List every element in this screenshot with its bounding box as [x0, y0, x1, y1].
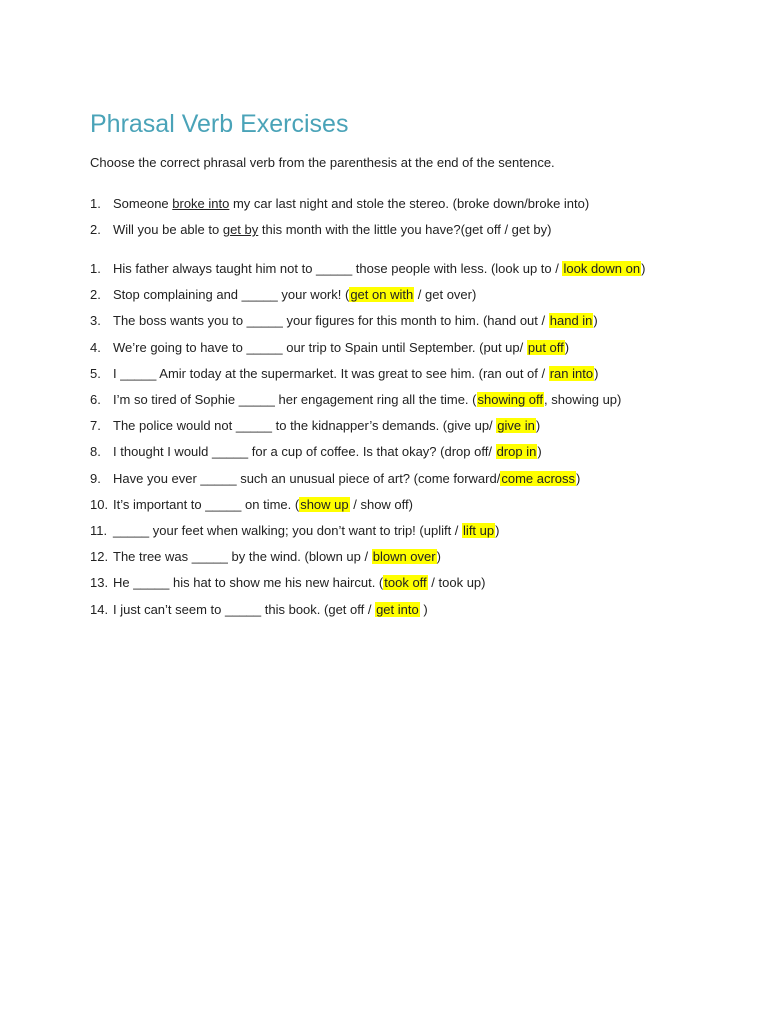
item-number: 11.: [90, 523, 108, 538]
example-item: [90, 220, 551, 240]
exercise-item: [90, 311, 598, 331]
sentence-text: / took up): [427, 575, 486, 591]
sentence-text: my car last night and stole the stereo. (broke down/broke into): [229, 196, 590, 211]
exercise-item: [90, 573, 485, 593]
item-number: 6.: [90, 392, 101, 407]
highlighted-answer: give in: [497, 418, 535, 434]
exercise-item: [90, 338, 569, 358]
sentence-text: , showing up): [544, 392, 622, 407]
sentence-text: ): [419, 601, 428, 617]
sentence-text: I thought I would _____ for a cup of coffee. Is that okay? (drop off/: [113, 444, 496, 460]
sentence-text: ): [436, 549, 441, 565]
item-number: 14.: [90, 601, 109, 617]
underlined-answer: get by: [222, 222, 259, 237]
item-number: 9.: [90, 470, 101, 486]
sentence-text: His father always taught him not to _____ those people with less. (look up to /: [113, 261, 563, 276]
underlined-answer: broke into: [172, 196, 230, 211]
highlighted-answer: put off: [527, 339, 564, 355]
sentence-text: Have you ever _____ such an unusual piece of art? (come forward/: [113, 470, 501, 486]
item-number: 2.: [90, 222, 101, 237]
sentence-text: this month with the little you have?(get off / get by): [258, 222, 552, 237]
exercise-item: [90, 390, 621, 410]
item-number: 4.: [90, 339, 101, 355]
sentence-text: ): [537, 444, 542, 460]
exercise-item: [90, 600, 428, 620]
exercise-item: [90, 364, 598, 384]
sentence-text: I _____ Amir today at the supermarket. It was great to see him. (ran out of /: [113, 365, 549, 381]
highlighted-answer: come across: [501, 470, 576, 486]
page-title: Phrasal Verb Exercises: [90, 110, 349, 138]
highlighted-answer: lift up: [463, 523, 495, 538]
sentence-text: The boss wants you to _____ your figures for this month to him. (hand out /: [113, 313, 549, 329]
item-number: 12.: [90, 549, 109, 565]
sentence-text: Stop complaining and _____ your work! (: [113, 287, 350, 303]
sentence-text: ): [593, 313, 598, 329]
sentence-text: I’m so tired of Sophie _____ her engagement ring all the time. (: [113, 392, 477, 407]
item-number: 1.: [90, 196, 101, 211]
highlighted-answer: ran into: [549, 365, 594, 381]
sentence-text: The tree was _____ by the wind. (blown up /: [113, 549, 372, 565]
highlighted-answer: showing off: [477, 392, 544, 407]
item-number: 1.: [90, 261, 101, 276]
highlighted-answer: took off: [384, 575, 427, 591]
highlighted-answer: look down on: [563, 261, 641, 276]
sentence-text: / show off): [349, 496, 413, 512]
highlighted-answer: hand in: [549, 313, 593, 329]
highlighted-answer: drop in: [496, 444, 537, 460]
sentence-text: ): [594, 365, 599, 381]
item-number: 2.: [90, 287, 101, 303]
exercise-item: [90, 495, 413, 515]
instructions: Choose the correct phrasal verb from the parenthesis at the end of the sentence.: [90, 155, 555, 170]
sentence-text: He _____ his hat to show me his new haircut. (: [113, 575, 384, 591]
sentence-text: We’re going to have to _____ our trip to Spain until September. (put up/: [113, 339, 527, 355]
item-number: 13.: [90, 575, 109, 591]
item-number: 5.: [90, 365, 101, 381]
sentence-text: / get over): [414, 287, 477, 303]
example-item: [90, 194, 589, 214]
highlighted-answer: get into: [376, 601, 419, 617]
exercise-item: [90, 259, 645, 279]
sentence-text: _____ your feet when walking; you don’t want to trip! (uplift /: [113, 523, 463, 538]
highlighted-answer: show up: [300, 496, 349, 512]
exercise-item: [90, 547, 441, 567]
highlighted-answer: blown over: [372, 549, 436, 565]
exercise-item: [90, 416, 540, 436]
sentence-text: ): [564, 339, 570, 355]
exercise-item: [90, 521, 499, 541]
sentence-text: It’s important to _____ on time. (: [113, 496, 300, 512]
sentence-text: The police would not _____ to the kidnapper’s demands. (give up/: [113, 418, 497, 434]
highlighted-answer: get on with: [350, 287, 414, 303]
item-number: 10.: [90, 496, 109, 512]
sentence-text: I just can’t seem to _____ this book. (get off /: [113, 601, 376, 617]
sentence-text: ): [641, 261, 646, 276]
exercise-item: [90, 285, 476, 305]
item-number: 8.: [90, 444, 101, 460]
sentence-text: Will you be able to: [113, 222, 223, 237]
sentence-text: ): [535, 418, 541, 434]
sentence-text: ): [495, 523, 500, 538]
exercise-item: [90, 442, 542, 462]
exercise-item: [90, 469, 580, 489]
sentence-text: ): [576, 470, 581, 486]
item-number: 7.: [90, 418, 101, 434]
sentence-text: Someone: [113, 196, 173, 211]
item-number: 3.: [90, 313, 101, 329]
